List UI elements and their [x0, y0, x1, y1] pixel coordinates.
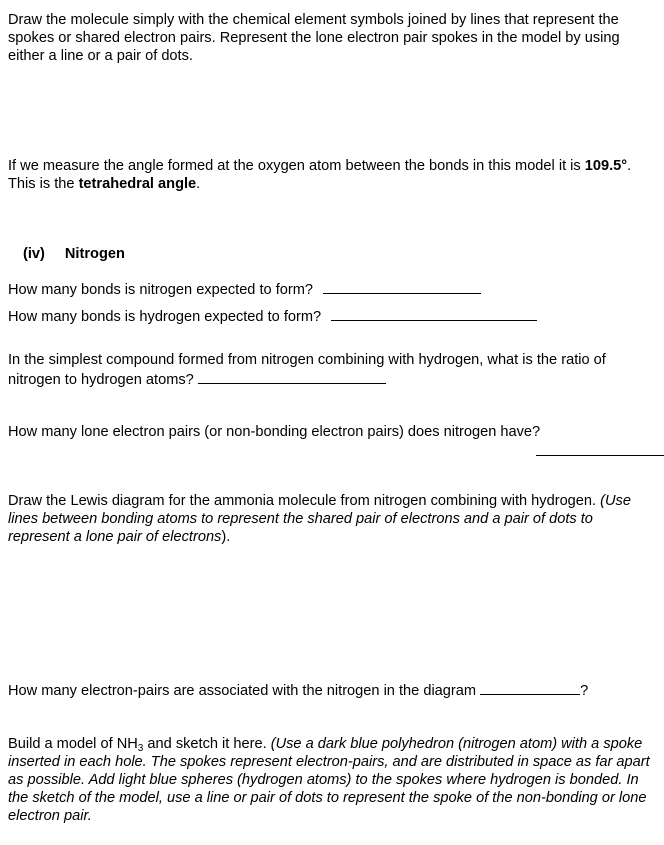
angle-text-a: If we measure the angle formed at the oxygen atom between the bonds in this model it is [8, 158, 585, 174]
question-lone-pairs [8, 423, 540, 441]
question-text: How many lone electron pairs (or non-bonding electron pairs) does nitrogen have? [8, 424, 541, 440]
answer-blank[interactable] [331, 306, 537, 321]
section-heading [23, 245, 125, 263]
model-subscript: 3 [137, 743, 144, 754]
question-electron-pairs [8, 680, 588, 700]
answer-blank[interactable] [480, 680, 580, 695]
lewis-end: ). [221, 529, 231, 545]
question-end: ? [580, 683, 589, 699]
angle-term: tetrahedral angle [78, 176, 197, 192]
section-title: Nitrogen [64, 246, 125, 262]
model-text-b: and sketch it here. [143, 736, 271, 752]
question-ratio [8, 351, 656, 389]
model-instructions: (Use a dark blue polyhedron (nitrogen atom) with a spoke inserted in each hole. The spokes represent electron-pairs, and are distributed in space as far apart as possible. Add light blue spheres (hydrogen atoms) to the spokes where hydrogen is bonded. In the sketch of the model, use a line or pair of dots to represent the spoke of the non-bonding or lone electron pair. [8, 736, 650, 824]
answer-blank[interactable] [198, 369, 386, 384]
answer-blank[interactable] [536, 455, 664, 456]
lewis-text: Draw the Lewis diagram for the ammonia molecule from nitrogen combining with hydrogen. [8, 493, 601, 509]
angle-text-b: . This is the [8, 158, 632, 192]
angle-value: 109.5° [584, 158, 628, 174]
section-number: (iv) [23, 246, 45, 262]
intro-paragraph: Draw the molecule simply with the chemical element symbols joined by lines that represent the spokes or shared electron pairs. Represent the lone electron pair spokes in the model by using either a line or a pair of dots. [8, 12, 620, 64]
model-paragraph [8, 735, 656, 825]
answer-blank[interactable] [323, 279, 481, 294]
angle-text-c: . [196, 176, 201, 192]
question-text: In the simplest compound formed from nitrogen combining with hydrogen, what is the ratio of nitrogen to hydrogen atoms? [8, 352, 606, 388]
lewis-instructions: (Use lines between bonding atoms to represent the shared pair of electrons and a pair of dots to represent a lone pair of electrons [8, 493, 631, 545]
question-nitrogen-bonds [8, 279, 481, 299]
model-text-a: Build a model of NH [8, 736, 138, 752]
angle-paragraph [8, 157, 656, 193]
question-text: How many bonds is hydrogen expected to form? [8, 309, 322, 325]
question-hydrogen-bonds [8, 306, 537, 326]
lewis-paragraph [8, 492, 656, 546]
question-text: How many bonds is nitrogen expected to form? [8, 282, 314, 298]
question-text: How many electron-pairs are associated with the nitrogen in the diagram [8, 683, 477, 699]
